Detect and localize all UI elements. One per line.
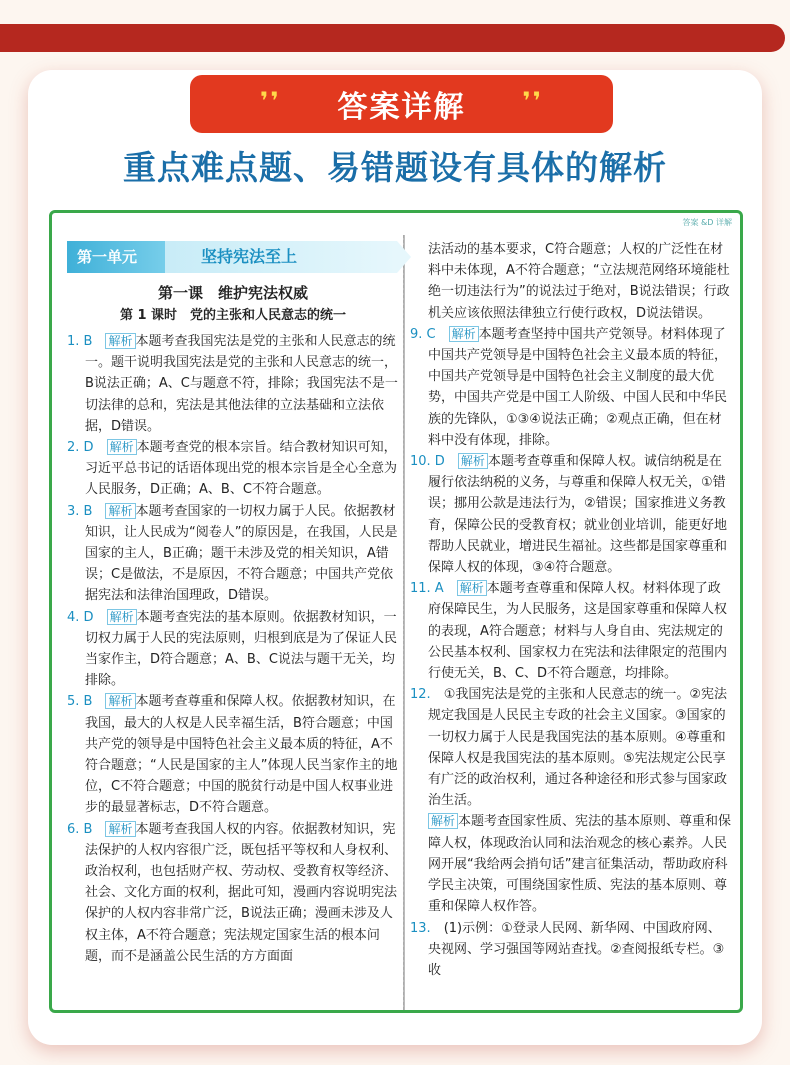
analysis-tag: 解析 — [105, 821, 135, 837]
analysis-tag: 解析 — [449, 326, 479, 342]
unit-banner — [67, 239, 399, 275]
left-column — [67, 239, 399, 967]
answer-item: 11. A 解析 本题考查尊重和保障人权。材料体现了政府保障民生，为人民服务，这是国家尊重和保障人权的表现，A符合题意；材料与人身自由、宪法规定的公民基本权利、国家权力在宪法和法律限定的范围内行使无关，B、C、D不符合题意，均排除。 — [410, 581, 728, 682]
answer-item: 2. D 解析 本题考查党的根本宗旨。结合教材知识可知，习近平总书记的话语体现出党的根本宗旨是全心全意为人民服务，D正确；A、B、C不符合题意。 — [67, 440, 398, 498]
unit-label: 第一单元 — [67, 241, 177, 273]
item12-analysis: 解析 本题考查国家性质、宪法的基本原则、尊重和保障人权，体现政治认同和法治观念的核心素养。人民网开展“我给两会捎句话”建言征集活动，帮助政府科学民主决策，可围绕国家性质、宪法的基本原则、尊重和保障人权作答。 — [428, 814, 732, 915]
analysis-tag: 解析 — [105, 503, 135, 519]
answer-item: 3. B 解析 本题考查国家的一切权力属于人民。依据教材知识，让人民成为“阅卷人”的原因是，在我国，人民是国家的主人，B正确；题干未涉及党的相关知识，A错误；C是做法，不是原因，不符合题意；中国共产党依据宪法和法律治国理政，D错误。 — [67, 503, 398, 604]
lesson-subtitle: 第 1 课时 党的主张和人民意志的统一 — [119, 308, 347, 323]
lesson-title: 第一课 维护宪法权威 — [157, 284, 308, 302]
quote-mark-right-icon: ❜❜ — [522, 87, 543, 115]
analysis-tag: 解析 — [458, 453, 488, 469]
answer-item: 4. D 解析 本题考查宪法的基本原则。依据教材知识，一切权力属于人民的宪法原则，归根到底是为了保证人民当家作主，D符合题意；A、B、C说法与题干无关，均排除。 — [67, 609, 398, 689]
analysis-tag: 解析 — [107, 609, 137, 625]
continued-text: 法活动的基本要求，C符合题意；人权的广泛性在材料中未体现，A不符合题意；“立法规范网络环境能杜绝一切违法行为”的说法过于绝对，B说法错误；行政机关应该依照法律独立行使行政权，D说法错误。 — [428, 242, 730, 321]
answer-item: 5. B 解析 本题考查尊重和保障人权。依据教材知识，在我国，最大的人权是人民幸福生活，B符合题意；中国共产党的领导是中国特色社会主义最本质的特征，A不符合题意；“人民是国家的主人”体现人民当家作主的地位，C不符合题意；中国的脱贫行动是中国人权事业进步的最显著标志，D不符合题意。 — [67, 694, 398, 816]
answer-item: 1. B 解析 本题考查我国宪法是党的主张和人民意志的统一。题干说明我国宪法是党的主张和人民意志的统一，B说法正确；A、C与题意不符，排除；我国宪法不是一切法律的总和，宪法是其他法律的立法基础和立法依据，D错误。 — [67, 334, 398, 434]
answer-item: 10. D 解析 本题考查尊重和保障人权。诚信纳税是在履行依法纳税的义务，与尊重和保障人权无关，①错误；挪用公款是违法行为，②错误；国家推进义务教育，保障公民的受教育权；就业创业培训，能更好地帮助人民就业，增进民生福祉。这些都是国家尊重和保障人权的体现，③④符合题意。 — [410, 454, 728, 576]
answer-item: 12. ①我国宪法是党的主张和人民意志的统一。②宪法规定我国是人民民主专政的社会主义国家。③国家的一切权力属于人民是我国宪法的基本原则。④尊重和保障人权是我国宪法的基本原则。⑤宪法规定公民享有广泛的政治权利，通过各种途径和形式参与国家政治生活。 — [410, 687, 728, 809]
analysis-tag: 解析 — [457, 580, 487, 596]
analysis-tag: 解析 — [428, 813, 458, 829]
section-pill — [190, 75, 613, 133]
unit-title: 坚持宪法至上 — [165, 241, 397, 273]
answer-item: 6. B 解析 本题考查我国人权的内容。依据教材知识，宪法保护的人权内容很广泛，既包括平等权和人身权利、政治权利，也包括财产权、劳动权、受教育权等经济、社会、文化方面的权利，据此可知，漫画内容说明宪法保护的人权内容非常广泛，B说法正确；漫画未涉及人权主体，A不符合题意；宪法规定国家生活的根本问题，而不是涵盖公民生活的方方面面 — [67, 821, 398, 964]
analysis-tag: 解析 — [105, 333, 135, 349]
analysis-tag: 解析 — [105, 693, 135, 709]
answer-page — [49, 210, 743, 1013]
quote-mark-left-icon: ❜❜ — [260, 87, 281, 115]
answer-item: 9. C 解析 本题考查坚持中国共产党领导。材料体现了中国共产党领导是中国特色社会主义最本质的特征，中国共产党领导是中国特色社会主义制度的最大优势，中国共产党是中国工人阶级、中国人民和中华民族的先锋队，①③④说法正确；②观点正确，但在材料中没有体现，排除。 — [410, 326, 728, 448]
right-column — [410, 239, 732, 981]
answer-item: 13. (1)示例：①登录人民网、新华网、中国政府网、央视网、学习强国等网站查找。②查阅报纸专栏。③收 — [410, 920, 725, 978]
page-corner-tag: 答案 &D 详解 — [682, 218, 732, 227]
headline: 重点难点题、易错题设有具体的解析 — [123, 148, 667, 187]
pill-title: 答案详解 — [337, 90, 466, 125]
analysis-tag: 解析 — [107, 439, 137, 455]
top-red-band — [0, 24, 785, 52]
column-divider — [403, 235, 405, 1013]
